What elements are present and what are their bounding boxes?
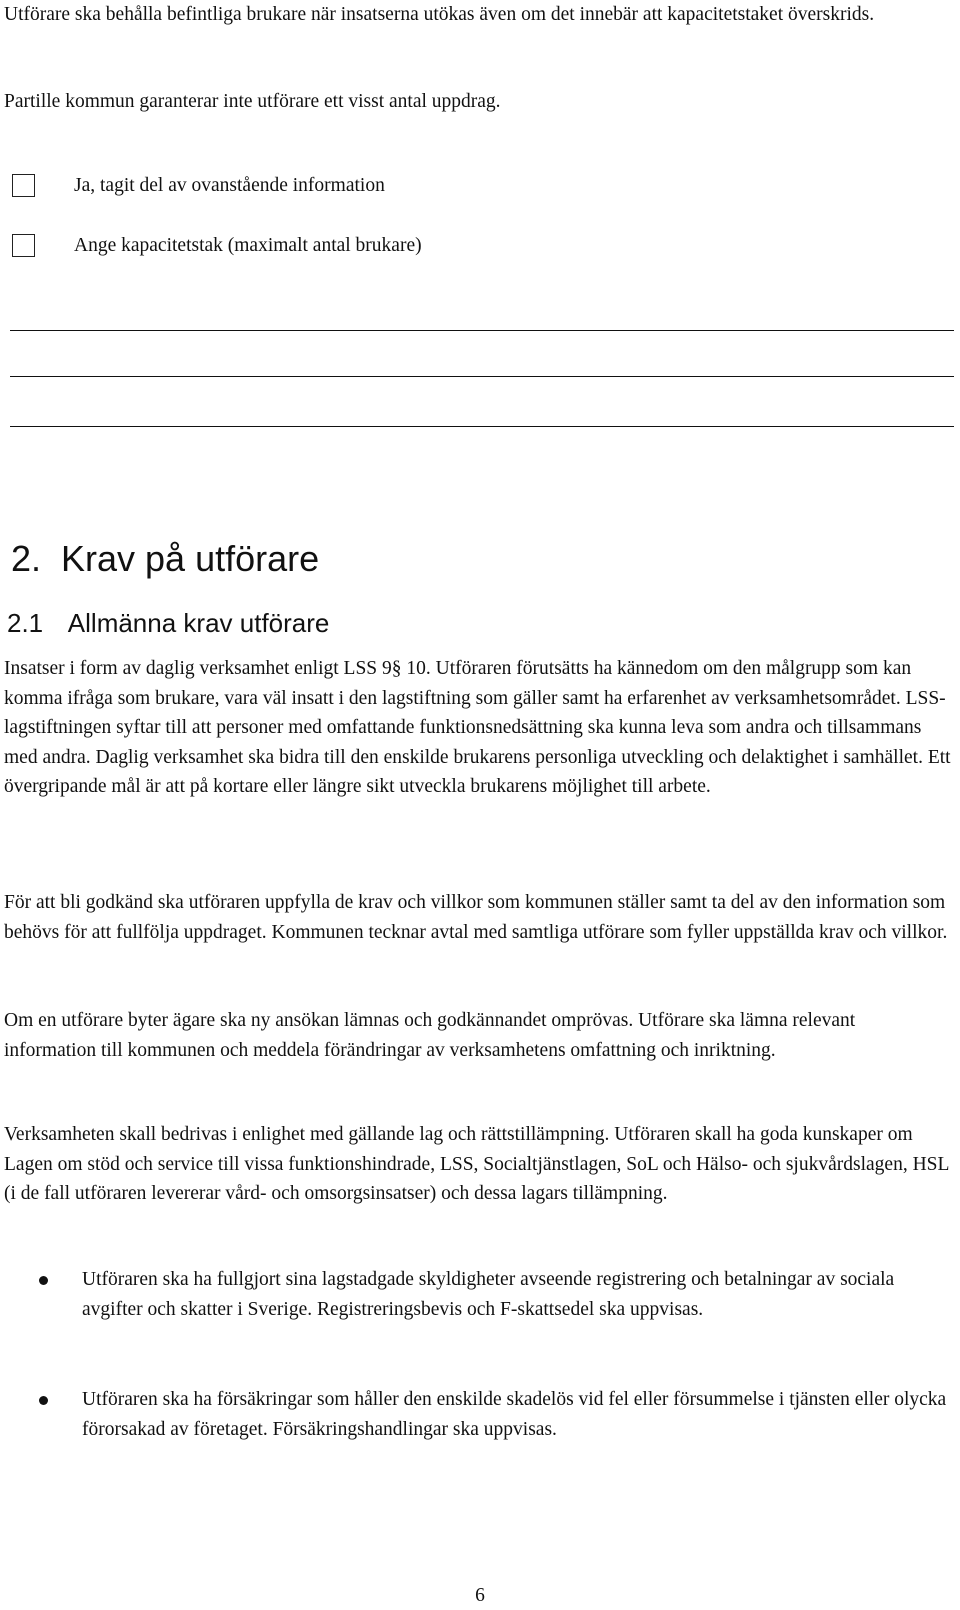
checkbox-row-information[interactable] bbox=[12, 174, 385, 197]
page-number: 6 bbox=[475, 1585, 485, 1606]
body-paragraph-1: Insatser i form av daglig verksamhet enligt LSS 9§ 10. Utföraren förutsätts ha kännedom om den målgrupp som kan komma ifråga som brukare, vara väl insatt i den lagstiftning som gäller samt ha erfarenhet av verksamhetsområdet. LSS-lagstiftningen syftar till att personer med omfattande funktionsnedsättning ska kunna leva som andra och tillsammans med andra. Daglig verksamhet ska bidra till den enskilde brukarens personliga utveckling och delaktighet i samhället. Ett övergripande mål är att på kortare eller längre sikt utveckla brukarens möjlighet till arbete. bbox=[4, 658, 951, 797]
body-paragraph-3: Om en utförare byter ägare ska ny ansökan lämnas och godkännandet omprövas. Utförare ska lämna relevant information till kommunen och meddela förändringar av verksamhetens omfattning och inriktning. bbox=[4, 1010, 856, 1061]
subsection-heading bbox=[7, 608, 329, 639]
intro-paragraph-1: Utförare ska behålla befintliga brukare när insatserna utökas även om det innebär att kapacitetstaket överskrids. bbox=[4, 4, 875, 25]
section-heading bbox=[11, 538, 319, 580]
capacity-checkbox[interactable] bbox=[12, 234, 35, 257]
list-item-text: Utföraren ska ha fullgjort sina lagstadgade skyldigheter avseende registrering och betalningar av sociala avgifter och skatter i Sverige. Registreringsbevis och F-skattsedel ska uppvisas. bbox=[82, 1269, 895, 1320]
body-paragraph-4: Verksamheten skall bedrivas i enlighet med gällande lag och rättstillämpning. Utföraren skall ha goda kunskaper om Lagen om stöd och service till vissa funktionshindrade, LSS, Socialtjänstlagen, SoL och Hälso- och sjukvårdslagen, HSL (i de fall utföraren levererar vård- och omsorgsinsatser) och dessa lagars tillämpning. bbox=[4, 1124, 949, 1204]
bullet-icon bbox=[39, 1276, 48, 1285]
subsection-title: Allmänna krav utförare bbox=[67, 608, 330, 638]
checkbox-row-capacity[interactable] bbox=[12, 234, 422, 257]
intro-paragraph-2: Partille kommun garanterar inte utförare ett visst antal uppdrag. bbox=[4, 91, 501, 112]
body-paragraph-2: För att bli godkänd ska utföraren uppfylla de krav och villkor som kommunen ställer samt ta del av den information som behövs för att fullfölja uppdraget. Kommunen tecknar avtal med samtliga utförare som fyller uppställda krav och villkor. bbox=[4, 892, 948, 943]
bullet-icon bbox=[39, 1396, 48, 1405]
capacity-answer-line-3[interactable] bbox=[10, 426, 954, 427]
information-checkbox-label: Ja, tagit del av ovanstående information bbox=[74, 174, 385, 196]
capacity-answer-line-1[interactable] bbox=[10, 330, 954, 331]
section-number: 2. bbox=[11, 538, 42, 579]
list-item-text: Utföraren ska ha försäkringar som håller den enskilde skadelös vid fel eller försummelse i tjänsten eller olycka förorsakad av företaget. Försäkringshandlingar ska uppvisas. bbox=[82, 1389, 947, 1440]
capacity-checkbox-label: Ange kapacitetstak (maximalt antal brukare) bbox=[74, 234, 422, 256]
capacity-answer-line-2[interactable] bbox=[10, 376, 954, 377]
section-title: Krav på utförare bbox=[61, 538, 320, 579]
information-checkbox[interactable] bbox=[12, 174, 35, 197]
subsection-number: 2.1 bbox=[7, 608, 44, 638]
